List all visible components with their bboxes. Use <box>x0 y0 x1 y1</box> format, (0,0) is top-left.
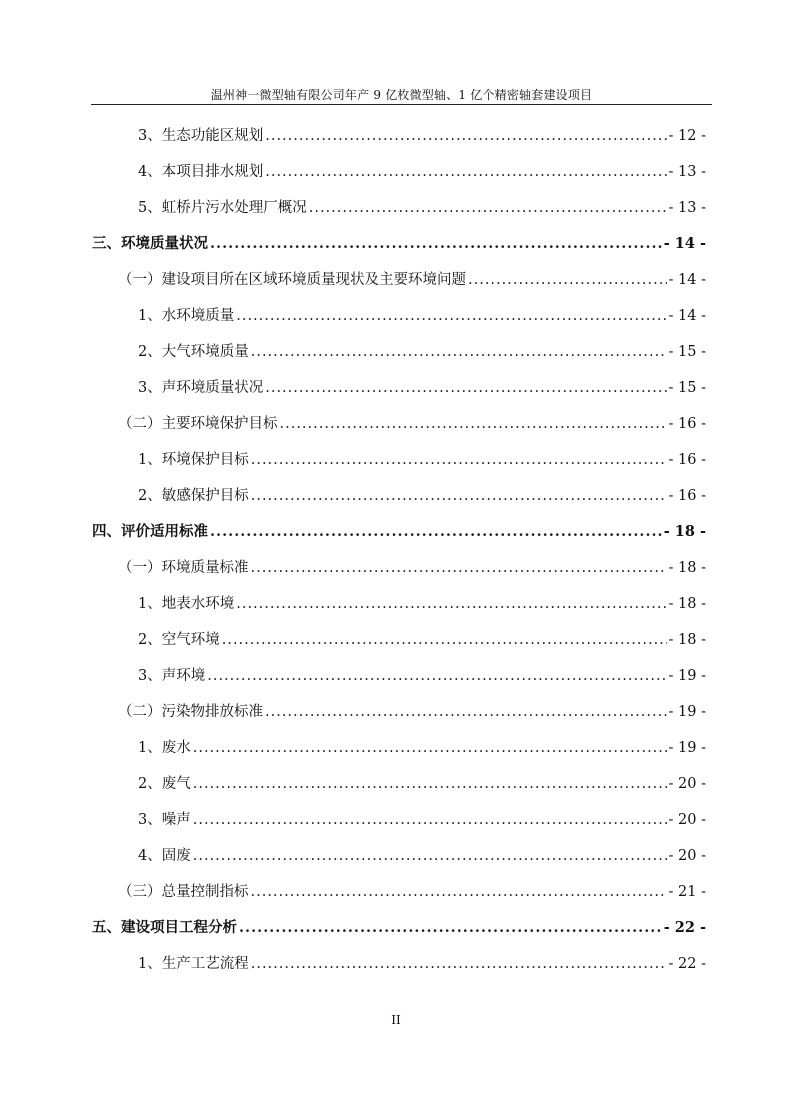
toc-leader-dots <box>193 812 667 828</box>
toc-entry[interactable] <box>138 772 706 793</box>
toc-leader-dots <box>207 668 666 684</box>
toc-entry-page: - 19 - <box>668 668 706 684</box>
toc-entry-page: - 16 - <box>668 488 706 504</box>
toc-leader-dots <box>193 776 667 792</box>
toc-entry-page: - 14 - <box>668 272 706 288</box>
toc-entry-label: 2、敏感保护目标 <box>138 488 249 504</box>
toc-entry-label: 四、评价适用标准 <box>92 523 208 540</box>
toc-entry-page: - 18 - <box>663 523 706 540</box>
toc-leader-dots <box>222 632 667 648</box>
toc-entry-page: - 13 - <box>668 200 706 216</box>
toc-entry-label: （三）总量控制指标 <box>118 884 249 900</box>
toc-leader-dots <box>309 200 667 216</box>
toc-leader-dots <box>239 919 662 936</box>
toc-entry-label: 3、声环境质量状况 <box>138 380 264 396</box>
toc-entry-page: - 14 - <box>668 308 706 324</box>
toc-entry-page: - 13 - <box>668 164 706 180</box>
toc-leader-dots <box>236 308 666 324</box>
toc-leader-dots <box>265 128 666 144</box>
toc-leader-dots <box>265 704 667 720</box>
toc-leader-dots <box>265 164 666 180</box>
toc-entry[interactable] <box>118 700 706 721</box>
toc-leader-dots <box>251 956 667 972</box>
toc-entry[interactable] <box>92 232 706 253</box>
toc-entry[interactable] <box>118 268 706 289</box>
toc-entry-label: 3、生态功能区规划 <box>138 128 264 144</box>
toc-leader-dots <box>251 488 667 504</box>
toc-entry-label: 2、大气环境质量 <box>138 344 249 360</box>
toc-leader-dots <box>210 235 662 252</box>
toc-leader-dots <box>251 884 667 900</box>
toc-entry[interactable] <box>138 808 706 829</box>
toc-entry-label: 2、空气环境 <box>138 632 220 648</box>
toc-entry-page: - 19 - <box>668 740 706 756</box>
page-number: II <box>391 1013 401 1027</box>
toc-entry[interactable] <box>138 340 706 361</box>
toc-entry-page: - 18 - <box>668 632 706 648</box>
toc-entry-label: （二）污染物排放标准 <box>118 704 263 720</box>
toc-entry-label: 1、环境保护目标 <box>138 452 249 468</box>
toc-entry-label: （一）环境质量标准 <box>118 560 249 576</box>
toc-entry-label: 三、环境质量状况 <box>92 235 208 252</box>
toc-entry[interactable] <box>138 484 706 505</box>
toc-entry-page: - 20 - <box>668 776 706 792</box>
toc-entry-label: 五、建设项目工程分析 <box>92 919 237 936</box>
toc-entry[interactable] <box>92 520 706 541</box>
toc-entry[interactable] <box>138 952 706 973</box>
toc-leader-dots <box>280 416 667 432</box>
toc-entry-label: 2、废气 <box>138 776 191 792</box>
toc-entry-page: - 22 - <box>668 956 706 972</box>
toc-leader-dots <box>236 596 666 612</box>
toc-entry-page: - 15 - <box>668 344 706 360</box>
toc-entry-page: - 14 - <box>663 235 706 252</box>
toc-entry-label: 3、噪声 <box>138 812 191 828</box>
toc-entry[interactable] <box>138 160 706 181</box>
toc-entry-label: （二）主要环境保护目标 <box>118 416 278 432</box>
running-header: 温州神一微型轴有限公司年产 9 亿枚微型轴、1 亿个精密轴套建设项目 <box>210 88 593 102</box>
toc-entry[interactable] <box>92 916 706 937</box>
toc-entry[interactable] <box>138 592 706 613</box>
toc-entry[interactable] <box>138 664 706 685</box>
toc-leader-dots <box>210 523 662 540</box>
toc-entry-page: - 19 - <box>668 704 706 720</box>
toc-leader-dots <box>468 272 667 288</box>
toc-entry[interactable] <box>138 376 706 397</box>
toc-entry[interactable] <box>138 196 706 217</box>
toc-entry[interactable] <box>138 304 706 325</box>
toc-entry-page: - 20 - <box>668 812 706 828</box>
toc-entry-page: - 21 - <box>668 884 706 900</box>
toc-entry-page: - 16 - <box>668 416 706 432</box>
toc-entry-label: 5、虹桥片污水处理厂概况 <box>138 200 307 216</box>
toc-entry[interactable] <box>138 448 706 469</box>
toc-entry-page: - 18 - <box>668 596 706 612</box>
toc-entry-label: （一）建设项目所在区域环境质量现状及主要环境问题 <box>118 272 466 288</box>
toc-leader-dots <box>251 560 667 576</box>
header-rule <box>91 104 712 105</box>
toc-entry-label: 4、本项目排水规划 <box>138 164 264 180</box>
toc-entry[interactable] <box>138 628 706 649</box>
toc-entry-page: - 18 - <box>668 560 706 576</box>
toc-entry[interactable] <box>118 880 706 901</box>
toc-leader-dots <box>193 848 667 864</box>
toc-entry[interactable] <box>118 556 706 577</box>
toc-entry-page: - 15 - <box>668 380 706 396</box>
toc-entry[interactable] <box>138 844 706 865</box>
toc-entry[interactable] <box>138 736 706 757</box>
toc-entry-label: 3、声环境 <box>138 668 206 684</box>
toc-entry-page: - 12 - <box>668 128 706 144</box>
toc-entry-label: 1、废水 <box>138 740 191 756</box>
toc-entry-page: - 20 - <box>668 848 706 864</box>
toc-entry[interactable] <box>118 412 706 433</box>
toc-entry-label: 1、地表水环境 <box>138 596 235 612</box>
toc-leader-dots <box>265 380 666 396</box>
toc-entry-label: 1、水环境质量 <box>138 308 235 324</box>
toc-entry-page: - 22 - <box>663 919 706 936</box>
toc-entry-label: 4、固废 <box>138 848 191 864</box>
toc-leader-dots <box>193 740 667 756</box>
toc-leader-dots <box>251 344 667 360</box>
toc-leader-dots <box>251 452 667 468</box>
toc-entry-page: - 16 - <box>668 452 706 468</box>
toc-entry[interactable] <box>138 124 706 145</box>
toc-entry-label: 1、生产工艺流程 <box>138 956 249 972</box>
